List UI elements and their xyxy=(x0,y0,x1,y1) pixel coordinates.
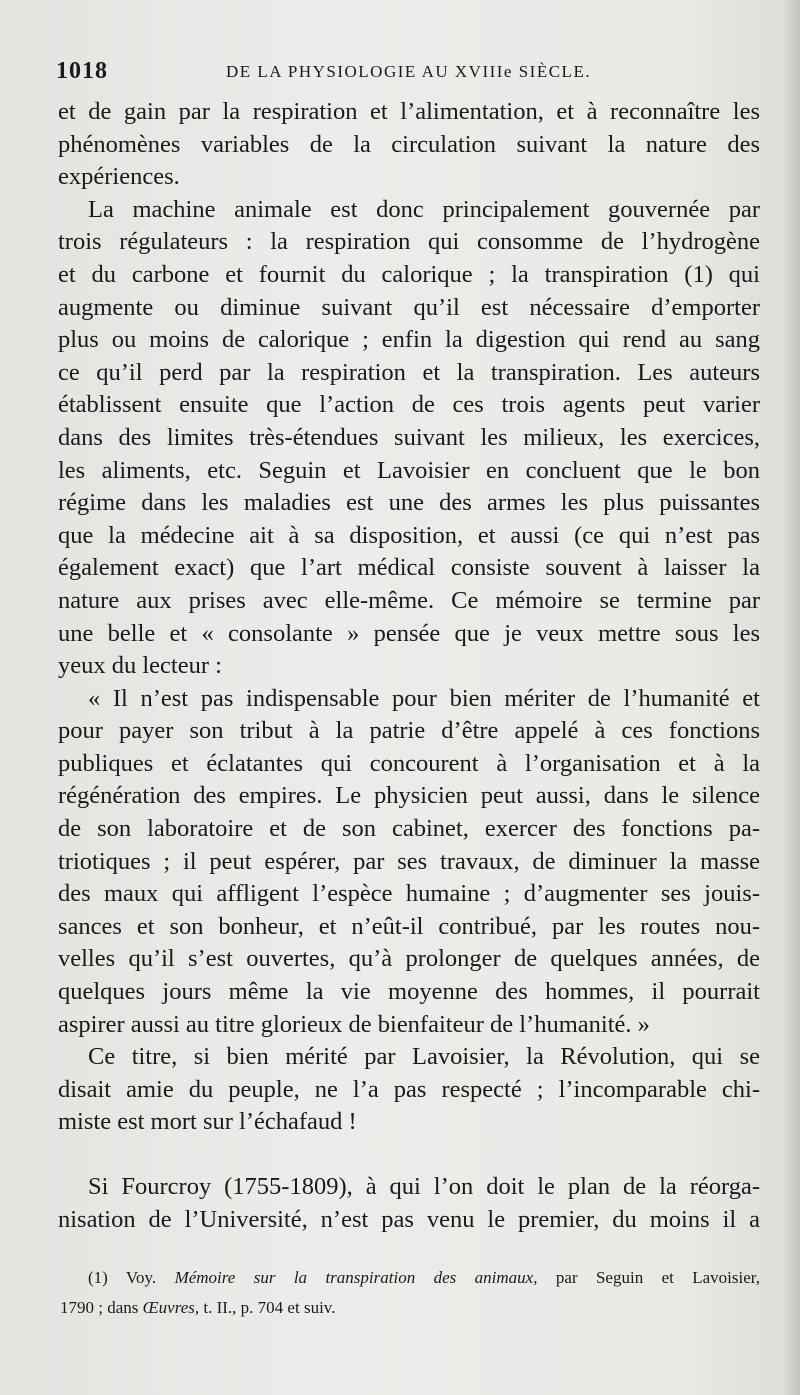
text-line: également exact) que l’art médical consiste souvent à laisser la xyxy=(58,554,760,582)
text-line: que la médecine ait à sa disposition, et aussi (ce qui n’est pas xyxy=(58,521,760,549)
text-line: expériences. xyxy=(58,163,180,191)
text-line: augmente ou diminue suivant qu’il est nécessaire d’emporter xyxy=(58,293,760,321)
footnote-line xyxy=(60,1293,760,1323)
text-line: et du carbone et fournit du calorique ; la transpiration (1) qui xyxy=(58,260,760,288)
footnote-authors: par Seguin et Lavoisier, xyxy=(555,1268,761,1287)
quote-line: « Il n’est pas indispensable pour bien mériter de l’humanité et xyxy=(88,684,760,712)
text-line: et de gain par la respiration et l’alimentation, et à reconnaître les xyxy=(58,98,760,125)
body-text xyxy=(58,96,760,1236)
text-line: plus ou moins de calorique ; enfin la digestion qui rend au sang xyxy=(58,326,760,354)
quote-line: aspirer aussi au titre glorieux de bienfaiteur de l’humanité. » xyxy=(58,1010,650,1038)
text-line: une belle et « consolante » pensée que je veux mettre sous les xyxy=(58,619,760,647)
text-line: phénomènes variables de la circulation suivant la nature des xyxy=(58,130,760,158)
quote-line: régénération des empires. Le physicien peut aussi, dans le silence xyxy=(58,782,760,810)
footnote-marker: (1) Voy. xyxy=(88,1268,157,1287)
quote-line: des maux qui affligent l’espèce humaine ; d’augmenter ses jouis- xyxy=(58,880,760,908)
text-line: nature aux prises avec elle-même. Ce mémoire se termine par xyxy=(58,586,760,614)
text-line: dans des limites très-étendues suivant les milieux, les exercices, xyxy=(58,423,760,451)
page-number: 1018 xyxy=(56,58,108,84)
text-line: établissent ensuite que l’action de ces trois agents peut varier xyxy=(58,391,760,419)
text-line: les aliments, etc. Seguin et Lavoisier en concluent que le bon xyxy=(58,456,760,484)
running-head: DE LA PHYSIOLOGIE AU XVIIIe SIÈCLE. xyxy=(226,62,592,81)
page-edge-shadow xyxy=(782,0,800,1395)
page-header xyxy=(56,58,756,88)
text-line: miste est mort sur l’échafaud ! xyxy=(58,1108,357,1136)
text-line: Si Fourcroy (1755-1809), à qui l’on doit le plan de la réorga- xyxy=(88,1173,760,1200)
quote-line: de son laboratoire et de son cabinet, exercer des fonctions pa- xyxy=(58,815,760,843)
quote-line: velles qu’il s’est ouvertes, qu’à prolonger de quelques années, de xyxy=(58,945,760,973)
quote-line: sances et son bonheur, et n’eût-il contribué, par les routes nou- xyxy=(58,912,760,940)
quote-line: publiques et éclatantes qui concourent à l’organisation et à la xyxy=(58,749,760,777)
text-line: disait amie du peuple, ne l’a pas respecté ; l’incomparable chi- xyxy=(58,1075,760,1103)
paragraph-gap xyxy=(58,1139,760,1171)
quote-line: pour payer son tribut à la patrie d’être appelé à ces fonctions xyxy=(58,717,760,745)
quote-line: triotiques ; il peut espérer, par ses travaux, de diminuer la masse xyxy=(58,847,760,875)
quote-line: quelques jours même la vie moyenne des hommes, il pourrait xyxy=(58,978,760,1006)
text-line: La machine animale est donc principalement gouvernée par xyxy=(88,195,760,223)
text-line: Ce titre, si bien mérité par Lavoisier, la Révolution, qui se xyxy=(88,1043,760,1071)
footnotes xyxy=(60,1263,760,1323)
text-line: ce qu’il perd par la respiration et la transpiration. Les auteurs xyxy=(58,358,760,386)
text-line: régime dans les maladies est une des armes les plus puissantes xyxy=(58,489,760,517)
text-line: trois régulateurs : la respiration qui consomme de l’hydrogène xyxy=(58,228,760,256)
footnote-date: 1790 ; dans xyxy=(60,1298,139,1317)
footnote-title: Mémoire sur la transpiration des animaux, xyxy=(174,1268,538,1287)
footnote-line xyxy=(60,1263,760,1293)
footnote-work: Œuvres, xyxy=(142,1298,200,1317)
footnote-reference: t. II., p. 704 et suiv. xyxy=(203,1298,336,1317)
text-line: nisation de l’Université, n’est pas venu le premier, du moins il a xyxy=(58,1205,760,1233)
text-line: yeux du lecteur : xyxy=(58,652,222,680)
